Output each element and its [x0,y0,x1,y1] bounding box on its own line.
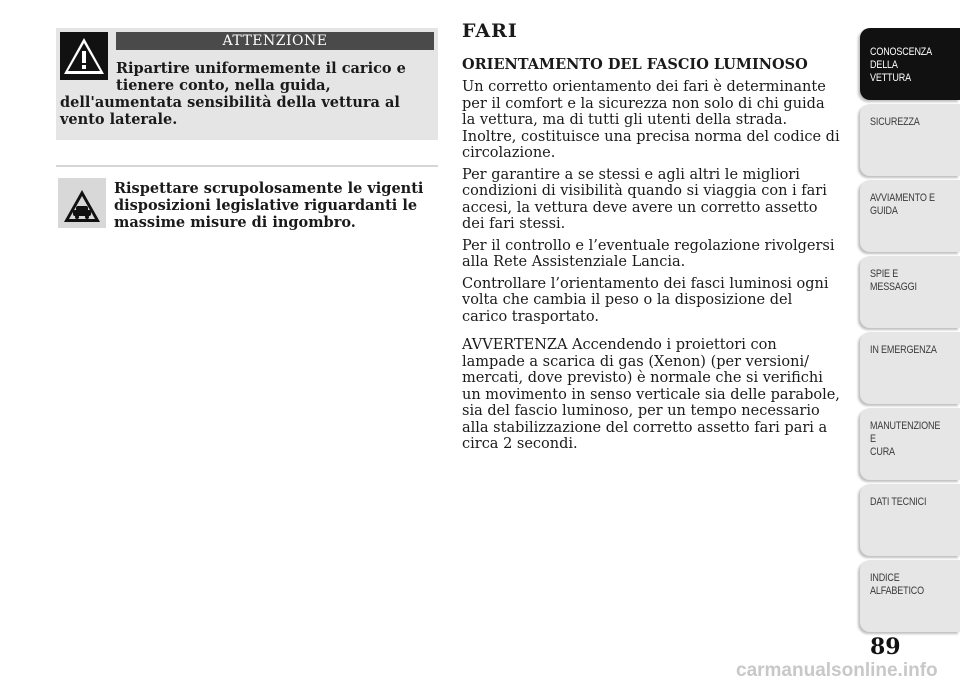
warning-box [56,28,438,140]
tab-avviamento-e-guida[interactable]: AVVIAMENTO E GUIDA [860,180,960,252]
warning-line-1: Ripartire uniformemente il carico e [116,60,406,77]
tab-spie-e-messaggi[interactable]: SPIE E MESSAGGI [860,256,960,328]
tab-indice-alfabetico[interactable]: INDICE ALFABETICO [860,560,960,632]
paragraph-warning-note: AVVERTENZA Accendendo i proiettori con lampade a scarica di gas (Xenon) (per versioni/ mercati, dove previsto) è normale che si verifichi un movimento in senso verticale sia delle parabole, sia del fascio luminoso, per un tempo necessario alla stabilizzazione del corretto assetto fari pari a circa 2 secondi. [462,337,840,452]
page-number: 89 [870,634,901,660]
tab-conoscenza-della-vettura[interactable]: CONOSCENZA DELLA VETTURA [860,28,960,100]
tab-sicurezza[interactable]: SICUREZZA [860,104,960,176]
paragraph: Un corretto orientamento dei fari è determinante per il comfort e la sicurezza non solo di chi guida la vettura, ma di tutti gli utenti della strada. Inoltre, costituisce una precisa norma del codice di circolazione. [462,79,840,161]
warning-text [60,60,434,128]
paragraph: Per garantire a se stessi e agli altri le migliori condizioni di visibilità quando si viaggia con i fari accesi, la vettura deve avere un corretto assetto dei fari stessi. [462,166,827,232]
chapter-tabs [860,28,960,636]
tab-in-emergenza[interactable]: IN EMERGENZA [860,332,960,404]
divider [56,165,438,167]
section-title: FARI [462,20,518,42]
note-text: Rispettare scrupolosamente le vigenti disposizioni legislative riguardanti le massime misure di ingombro. [114,180,424,231]
paragraph: Per il controllo e l’eventuale regolazione rivolgersi alla Rete Assistenziale Lancia. [462,237,835,270]
car-warning-icon [58,178,106,228]
tab-dati-tecnici[interactable]: DATI TECNICI [860,484,960,556]
warning-header: ATTENZIONE [116,32,434,50]
subsection-title: ORIENTAMENTO DEL FASCIO LUMINOSO [462,56,808,73]
warning-line-rest: dell'aumentata sensibilità della vettura al vento laterale. [60,94,400,128]
tab-manutenzione-e-cura[interactable]: MANUTENZIONE E CURA [860,408,960,480]
paragraph: Controllare l’orientamento dei fasci luminosi ogni volta che cambia il peso o la disposizione del carico trasportato. [462,275,829,325]
watermark: carmanualsonline.info [736,660,938,681]
main-content [462,20,842,458]
warning-line-2: tienere conto, nella guida, [116,77,331,94]
